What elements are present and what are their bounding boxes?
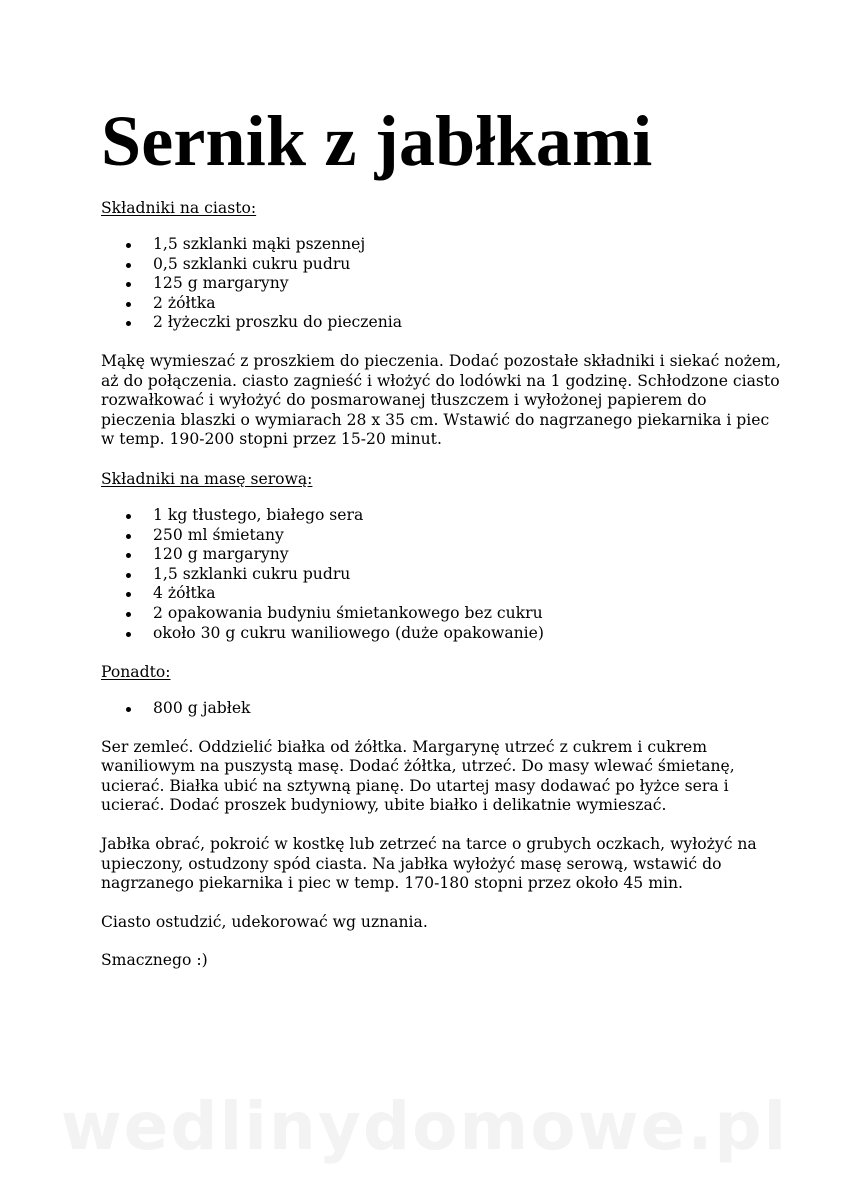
dough-instructions: Mąkę wymieszać z proszkiem do pieczenia. Dodać pozostałe składniki i siekać nożem, aż do połączenia. ciasto zagnieść i włożyć do lodówki na 1 godzinę. Schłodzone ciasto rozwałkować i wyłożyć do posmarowanej tłuszczem i wyłożonej papierem do pieczenia blaszki o wymiarach 28 x 35 cm. Wstawić do nagrzanego piekarnika i piec w temp. 190-200 stopni przez 15-20 minut.	[101, 351, 781, 449]
list-item: 2 łyżeczki proszku do pieczenia	[101, 313, 781, 333]
list-item: 2 żółtka	[101, 294, 781, 314]
closing-note: Smacznego :)	[101, 951, 208, 970]
recipe-title: Sernik z jabłkami	[101, 101, 653, 181]
dough-ingredients-heading: Składniki na ciasto:	[101, 199, 257, 217]
cheese-ingredients-heading: Składniki na masę serową:	[101, 469, 313, 488]
list-item: 250 ml śmietany	[101, 526, 781, 546]
list-item: 800 g jabłek	[101, 699, 781, 719]
list-item: 1,5 szklanki cukru pudru	[101, 565, 781, 585]
list-item: 1 kg tłustego, białego sera	[101, 506, 781, 526]
list-item: 4 żółtka	[101, 584, 781, 604]
cheese-mass-instructions: Ser zemleć. Oddzielić białka od żółtka. Margarynę utrzeć z cukrem i cukrem waniliowym na puszystą masę. Dodać żółtka, utrzeć. Do masy wlewać śmietanę, ucierać. Białka ubić na sztywną pianę. Do utartej masy dodawać po łyżce sera i ucierać. Dodać proszek budyniowy, ubite białko i delikatnie wymieszać.	[101, 737, 735, 815]
list-item: 120 g margaryny	[101, 545, 781, 565]
recipe-content	[101, 98, 781, 971]
baking-instructions: Jabłka obrać, pokroić w kostkę lub zetrzeć na tarce o grubych oczkach, wyłożyć na upieczony, ostudzony spód ciasta. Na jabłka wyłożyć masę serową, wstawić do nagrzanego piekarnika i piec w temp. 170-180 stopni przez około 45 min.	[101, 835, 757, 893]
list-item: 0,5 szklanki cukru pudru	[101, 255, 781, 275]
cooling-instructions: Ciasto ostudzić, udekorować wg uznania.	[101, 912, 428, 931]
list-item: 2 opakowania budyniu śmietankowego bez cukru	[101, 604, 781, 624]
watermark: wedlinydomowe.pl	[60, 1088, 789, 1165]
cheese-ingredients-list	[101, 506, 781, 643]
list-item: 125 g margaryny	[101, 274, 781, 294]
extra-ingredients-list	[101, 699, 781, 719]
list-item: około 30 g cukru waniliowego (duże opakowanie)	[101, 624, 781, 644]
list-item: 1,5 szklanki mąki pszennej	[101, 235, 781, 255]
extra-ingredients-heading: Ponadto:	[101, 663, 171, 682]
dough-ingredients-list	[101, 235, 781, 333]
